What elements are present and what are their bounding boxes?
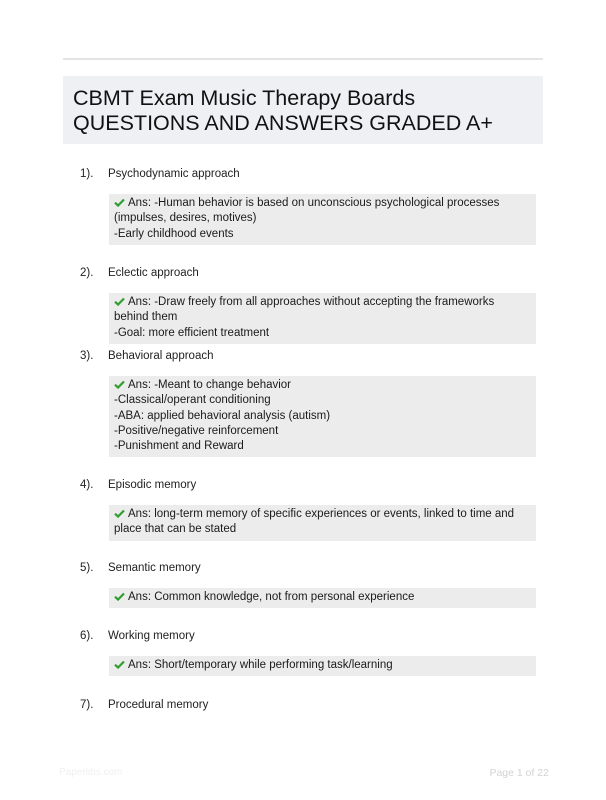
checkmark-icon: [114, 297, 125, 306]
question-text: Psychodynamic approach: [108, 168, 240, 180]
question-text: Eclectic approach: [108, 267, 199, 279]
answer-box: [109, 376, 536, 457]
answer-line: -ABA: applied behavioral analysis (autism): [114, 409, 331, 422]
footer-watermark: Paperlibs.com: [59, 767, 123, 778]
question-number: 1).: [80, 168, 94, 180]
question-number: 2).: [80, 267, 94, 279]
question-number: 3).: [80, 350, 94, 362]
checkmark-icon: [114, 380, 125, 389]
question-number: 7).: [80, 699, 94, 711]
answer-box: [109, 588, 536, 608]
answer-line: -Positive/negative reinforcement: [114, 424, 279, 437]
answer-box: [109, 194, 536, 245]
question-text: Semantic memory: [108, 562, 201, 574]
qa-item: [80, 630, 536, 676]
page-title: CBMT Exam Music Therapy Boards QUESTIONS AND ANSWERS GRADED A+: [73, 86, 493, 135]
answer-line: Ans: Common knowledge, not from personal experience: [128, 591, 415, 603]
question-number: 6).: [80, 630, 94, 642]
top-divider: [63, 58, 543, 60]
answer-line: Ans: -Human behavior is based on unconscious psychological processes (impulses, desires, motives): [114, 197, 500, 225]
answer-line: Ans: long-term memory of specific experiences or events, linked to time and place that can be stated: [114, 508, 515, 536]
qa-item: [80, 479, 536, 541]
answer-box: [109, 505, 536, 541]
answer-line: Ans: -Meant to change behavior: [128, 379, 292, 391]
answer-box: [109, 293, 536, 344]
qa-item: [80, 350, 536, 457]
answer-line: -Early childhood events: [114, 227, 234, 240]
title-banner: [63, 76, 543, 144]
qa-item: [80, 699, 536, 711]
checkmark-icon: [114, 660, 125, 669]
checkmark-icon: [114, 592, 125, 601]
answer-line: -Goal: more efficient treatment: [114, 326, 270, 339]
qa-item: [80, 562, 536, 608]
question-number: 4).: [80, 479, 94, 491]
question-text: Episodic memory: [108, 479, 197, 491]
answer-line: -Classical/operant conditioning: [114, 394, 271, 407]
answer-box: [109, 656, 536, 676]
qa-item: [80, 168, 536, 245]
qa-item: [80, 267, 536, 344]
answer-line: -Punishment and Reward: [114, 440, 244, 453]
checkmark-icon: [114, 509, 125, 518]
checkmark-icon: [114, 198, 125, 207]
answer-line: Ans: -Draw freely from all approaches without accepting the frameworks behind them: [114, 296, 495, 324]
page-number: Page 1 of 22: [489, 767, 549, 779]
question-text: Behavioral approach: [108, 350, 214, 362]
answer-line: Ans: Short/temporary while performing task/learning: [128, 659, 393, 671]
question-number: 5).: [80, 562, 94, 574]
question-text: Procedural memory: [108, 699, 209, 711]
question-text: Working memory: [108, 630, 195, 642]
